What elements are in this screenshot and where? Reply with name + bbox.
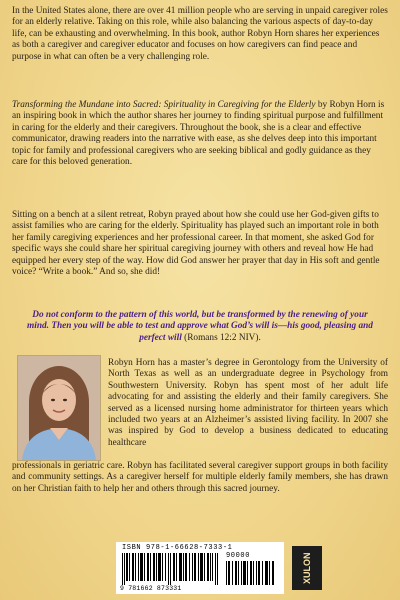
author-bio-continued: professionals in geriatric care. Robyn has facilitated several caregiver support groups in both facility and community settings. As a caregiver herself for multiple elderly family members, she has drawn on her Christian faith to help her and others through this sacred journey. bbox=[12, 461, 388, 494]
book-title: Transforming the Mundane into Sacred: Spirituality in Caregiving for the Elderly bbox=[12, 100, 316, 110]
price-code: 90000 bbox=[226, 552, 251, 560]
isbn-number: ISBN 978-1-66628-7333-1 bbox=[122, 544, 233, 552]
author-photo bbox=[18, 356, 100, 460]
publisher-logo-text: XULON bbox=[302, 552, 312, 584]
author-bio: Robyn Horn has a master’s degree in Gerontology from the University of North Texas as well as an undergraduate degree in Psychology from Southwestern University. Robyn has spent most of her adult life advocating for and assisting the elderly and their family caregivers. She served as a licensed nursing home administrator for thirteen years which included two years at an Alzheimer’s assisted living facility. In 2007 she was inspired by God to develop a business dedicated to educating healthcare bbox=[108, 358, 388, 448]
book-summary-paragraph bbox=[12, 100, 388, 168]
origin-story-paragraph: Sitting on a bench at a silent retreat, Robyn prayed about how she could use her God-given gifts to assist families who are caring for the elderly. Spirituality has played such an important role in both her family caregiving experiences and her professional career. In that moment, she asked God for specific ways she could share her spiritual caregiving journey with others and reveal how He had equipped her every step of the way. How did God answer her prayer that day in His soft and gentle voice? “Write a book.” And so, she did! bbox=[12, 210, 380, 278]
barcode-icon bbox=[122, 553, 222, 585]
barcode-digits: 9 781662 873331 bbox=[120, 585, 182, 592]
quote-text: Do not conform to the pattern of this world, but be transformed by the renewing of your mind. Then you will be able to test and approve what God’s will is—his good, pleasing and perfect will bbox=[27, 310, 373, 343]
book-summary-text: by Robyn Horn is an inspiring book in which the author shares her journey to finding spiritual purpose and fulfillment in caring for the elderly and their caregivers. Throughout the book, she is a clear and effective communicator, drawing readers into the narrative with ease, as she delves deep into this important topic for family and professional caregivers who are seeking biblical and godly guidance as they care for this beloved generation. bbox=[12, 100, 385, 168]
price-barcode-icon bbox=[226, 561, 276, 585]
publisher-logo bbox=[292, 546, 322, 590]
isbn-barcode bbox=[116, 542, 284, 594]
intro-paragraph: In the United States alone, there are over 41 million people who are serving in unpaid caregiver roles for an elderly relative. Taking on this role, while also balancing the various aspects of day-to-day life, can be exhausting and overwhelming. In this book, author Robyn Horn shares her experiences as both a caregiver and caregiver educator and focuses on how caregivers can find peace and purpose in what can often be a very challenging role. bbox=[12, 6, 388, 62]
quote-reference: (Romans 12:2 NIV). bbox=[181, 332, 261, 343]
scripture-quote bbox=[22, 310, 378, 344]
